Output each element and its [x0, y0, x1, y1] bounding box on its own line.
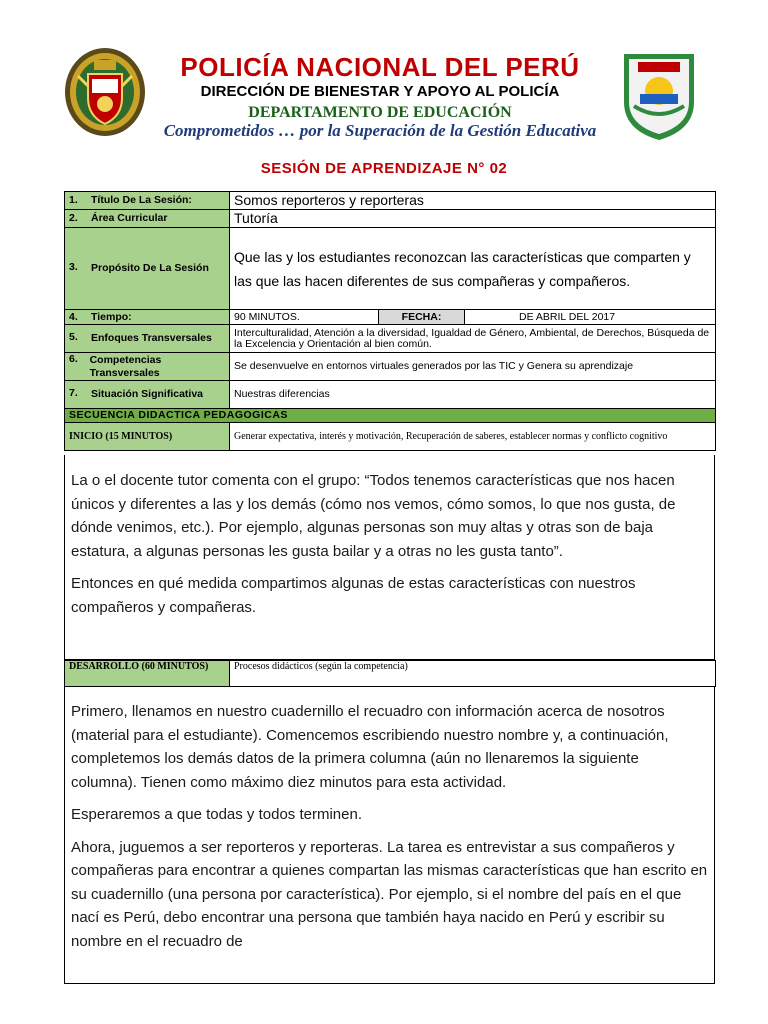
- desarrollo-paragraph: Esperaremos a que todas y todos terminen.: [71, 806, 362, 823]
- table-row: [65, 228, 716, 310]
- purpose-value: Que las y los estudiantes reconozcan las características que comparten y las que las hacen diferentes de sus compañeras y compañeros.: [230, 228, 716, 310]
- row-label-title: 1. Título De La Sesión:: [65, 192, 230, 210]
- row-label-competencies: 6. Competencias Transversales: [65, 353, 230, 381]
- date-label: FECHA:: [379, 310, 465, 325]
- table-row: [65, 310, 716, 325]
- table-row: [65, 353, 716, 381]
- time-value: 90 MINUTOS.: [230, 310, 379, 325]
- table-row: [65, 381, 716, 409]
- inicio-paragraph: Entonces en qué medida compartimos algunas de estas características con nuestros compañeros y compañeras.: [71, 575, 636, 616]
- desarrollo-paragraph: Primero, llenamos en nuestro cuadernillo el recuadro con información acerca de nosotros (material para el estudiante). Comencemos escribiendo nuestro nombre y, a continuación, completemos los demás datos de la primera columna (aún no llenaremos la siguiente columna). Tienen como máximo diez minutos para esta actividad.: [71, 703, 669, 791]
- desarrollo-label: DESARROLLO (60 MINUTOS): [65, 661, 230, 687]
- table-row: [65, 423, 716, 451]
- desarrollo-table: [64, 660, 716, 687]
- sequence-bar: SECUENCIA DIDACTICA PEDAGOGICAS: [65, 409, 716, 423]
- desarrollo-text-block: [64, 686, 715, 984]
- session-title: SESIÓN DE APRENDIZAJE N° 02: [260, 160, 508, 177]
- row-label-situation: 7. Situación Significativa: [65, 381, 230, 409]
- inicio-value: Generar expectativa, interés y motivación, Recuperación de saberes, establecer normas y conflicto cognitivo: [230, 423, 716, 451]
- inicio-label: INICIO (15 MINUTOS): [65, 423, 230, 451]
- institution-subtitle: DIRECCIÓN DE BIENESTAR Y APOYO AL POLICÍA: [200, 83, 560, 100]
- table-row: [65, 192, 716, 210]
- row-label-time: 4. Tiempo:: [65, 310, 230, 325]
- desarrollo-value: Procesos didácticos (según la competencia): [230, 661, 716, 687]
- education-department-logo-icon: [618, 46, 700, 142]
- session-info-table: [64, 191, 716, 451]
- desarrollo-paragraph: Ahora, juguemos a ser reporteros y reporteras. La tarea es entrevistar a sus compañeros y compañeras para encontrar a quienes compartan las mismas características que han escrito en su cuadernillo (una persona por característica). Por ejemplo, si el nombre del país en el que nací es Perú, debo encontrar una persona que también haya nacido en Perú y escribir su nombre en el recuadro de: [71, 838, 708, 950]
- situation-value: Nuestras diferencias: [230, 381, 716, 409]
- row-label-approaches: 5. Enfoques Transversales: [65, 325, 230, 353]
- table-row: [65, 325, 716, 353]
- table-row: [65, 409, 716, 423]
- date-value: DE ABRIL DEL 2017: [465, 310, 716, 325]
- approaches-value: Interculturalidad, Atención a la diversidad, Igualdad de Género, Ambiental, de Derechos, Búsqueda de la Excelencia y Orientación al bien común.: [230, 325, 716, 353]
- department-name: DEPARTAMENTO DE EDUCACIÓN: [248, 104, 512, 121]
- curricular-area-value: Tutoría: [230, 210, 716, 228]
- table-row: [65, 661, 716, 687]
- inicio-text-block: [64, 455, 715, 660]
- table-row: [65, 210, 716, 228]
- inicio-paragraph: La o el docente tutor comenta con el grupo: “Todos tenemos características que nos hacen únicos y diferentes a las y los demás (cómo nos vemos, cómo somos, lo que nos gusta, de dónde venimos, etc.). Por ejemplo, algunas personas son muy altas y otras son de baja estatura, a algunas personas les gusta bailar y a otras no les gusta tanto”.: [71, 472, 676, 560]
- row-label-area: 2. Área Curricular: [65, 210, 230, 228]
- document-header: [0, 0, 768, 150]
- row-label-purpose: 3. Propósito De La Sesión: [65, 228, 230, 310]
- session-title-value: Somos reporteros y reporteras: [230, 192, 716, 210]
- institution-title: POLICÍA NACIONAL DEL PERÚ: [180, 52, 580, 82]
- competencies-value: Se desenvuelve en entornos virtuales generados por las TIC y Genera su aprendizaje: [230, 353, 716, 381]
- motto: Comprometidos … por la Superación de la Gestión Educativa: [163, 121, 597, 140]
